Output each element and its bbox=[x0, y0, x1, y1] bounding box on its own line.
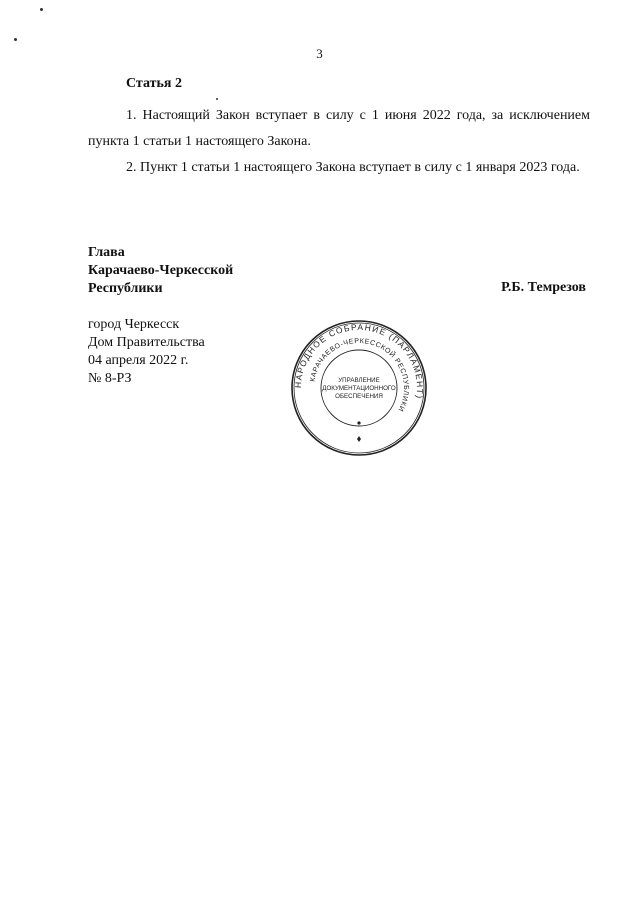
scan-speck bbox=[216, 98, 218, 100]
page-number: 3 bbox=[316, 46, 323, 61]
seal-inner-text: КАРАЧАЕВО-ЧЕРКЕССКОЙ РЕСПУБЛИКИ bbox=[309, 337, 410, 413]
paragraph-1: 1. Настоящий Закон вступает в силу с 1 июня 2022 года, за исключением пункта 1 статьи 1 настоящего Закона. bbox=[88, 108, 590, 149]
official-seal bbox=[289, 318, 429, 458]
place-building: Дом Правительства bbox=[88, 335, 205, 350]
place-date: 04 апреля 2022 г. bbox=[88, 353, 189, 368]
position-line: Глава bbox=[88, 245, 125, 260]
place-info bbox=[88, 316, 205, 388]
scan-speck bbox=[14, 38, 17, 41]
signatory-name: Р.Б. Темрезов bbox=[501, 280, 586, 295]
scan-speck bbox=[40, 8, 43, 11]
law-number: № 8-РЗ bbox=[88, 371, 132, 386]
position-line: Карачаево-Черкесской bbox=[88, 263, 234, 278]
seal-dot bbox=[357, 421, 360, 424]
place-city: город Черкесск bbox=[88, 317, 180, 332]
article-title: Статья 2 bbox=[126, 76, 182, 91]
position-line: Республики bbox=[88, 281, 163, 296]
seal-star-icon bbox=[357, 436, 361, 442]
seal-center-line-1: УПРАВЛЕНИЕ bbox=[338, 377, 380, 384]
seal-outer-text: НАРОДНОЕ СОБРАНИЕ (ПАРЛАМЕНТ) bbox=[292, 321, 426, 401]
seal-center-line-2: ДОКУМЕНТАЦИОННОГО bbox=[322, 385, 396, 392]
seal-center-line-3: ОБЕСПЕЧЕНИЯ bbox=[335, 393, 383, 400]
paragraph-2: 2. Пункт 1 статьи 1 настоящего Закона вступает в силу с 1 января 2023 года. bbox=[126, 160, 580, 175]
signatory-position bbox=[88, 244, 233, 298]
